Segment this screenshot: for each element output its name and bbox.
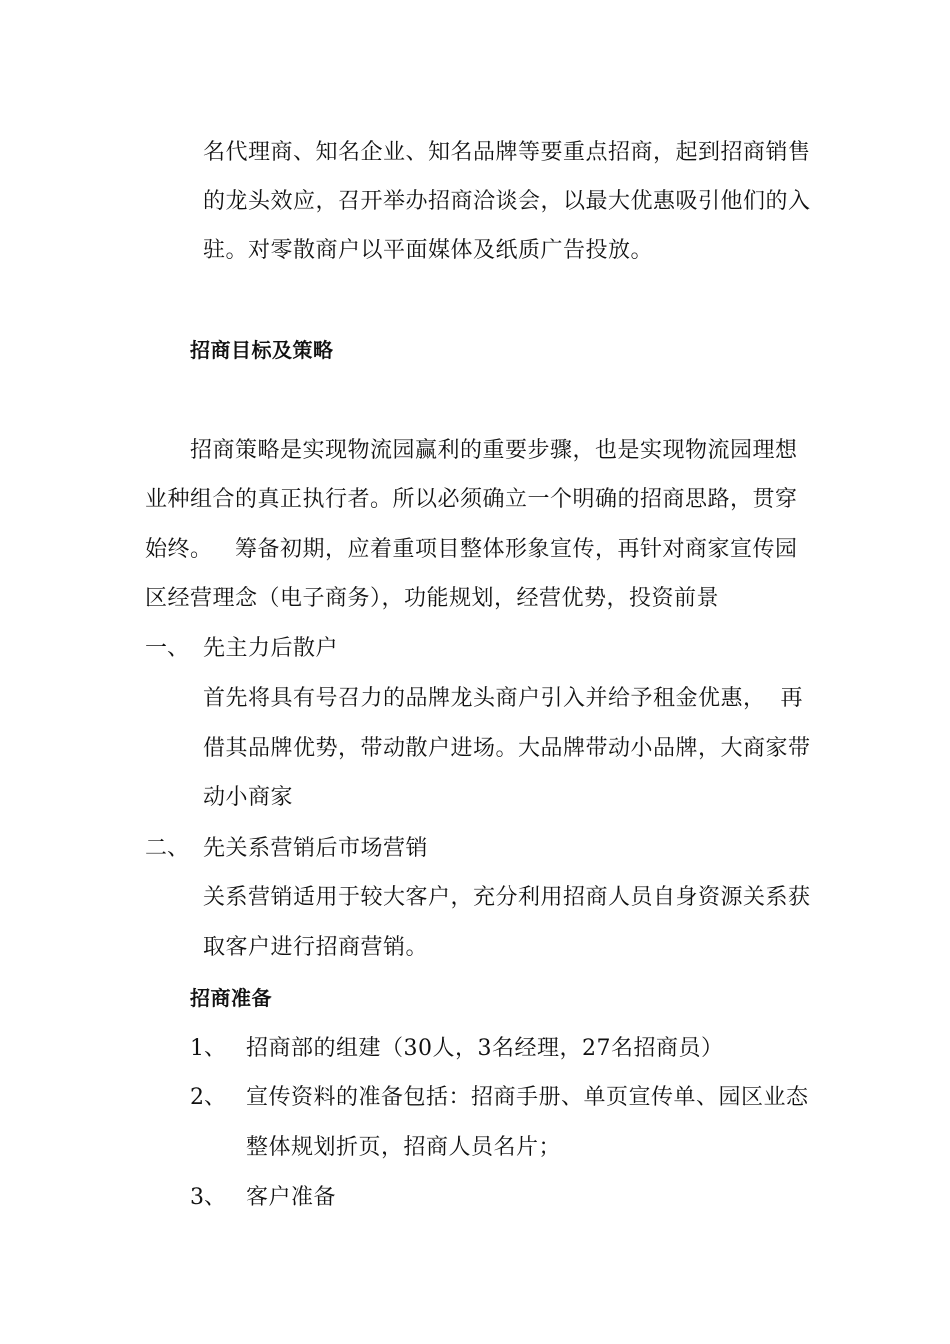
strategy-paragraph-line: 始终。 筹备初期，应着重项目整体形象宣传，再针对商家宣传园 xyxy=(145,537,798,562)
list-item-line: 招商部的组建（30人，3名经理，27名招商员） xyxy=(246,1036,724,1061)
list-item-line: 关系营销适用于较大客户，充分利用招商人员自身资源关系获 xyxy=(203,885,811,910)
strategy-paragraph-line: 招商策略是实现物流园赢利的重要步骤，也是实现物流园理想 xyxy=(190,438,798,463)
list-item-line: 取客户进行招商营销。 xyxy=(203,935,429,960)
list-marker: 3、 xyxy=(190,1185,226,1210)
list-marker: 1、 xyxy=(190,1036,226,1061)
list-item-line: 整体规划折页，招商人员名片； xyxy=(246,1135,562,1160)
list-item-title: 先主力后散户 xyxy=(203,636,339,661)
section-heading: 招商目标及策略 xyxy=(190,338,334,362)
strategy-paragraph-line: 区经营理念（电子商务），功能规划，经营优势，投资前景 xyxy=(145,586,720,611)
list-marker: 一、 xyxy=(145,636,190,661)
list-item-line: 首先将具有号召力的品牌龙头商户引入并给予租金优惠， 再 xyxy=(203,686,803,711)
list-marker: 2、 xyxy=(190,1085,226,1110)
top-paragraph-line: 的龙头效应，召开举办招商洽谈会，以最大优惠吸引他们的入 xyxy=(203,189,811,214)
list-item-title: 先关系营销后市场营销 xyxy=(203,836,429,861)
section-heading: 招商准备 xyxy=(190,986,272,1010)
list-item-line: 动小商家 xyxy=(203,785,294,810)
strategy-paragraph-line: 业种组合的真正执行者。所以必须确立一个明确的招商思路，贯穿 xyxy=(145,487,798,512)
list-marker: 二、 xyxy=(145,836,190,861)
list-item-line: 借其品牌优势，带动散户进场。大品牌带动小品牌，大商家带 xyxy=(203,736,811,761)
top-paragraph-line: 名代理商、知名企业、知名品牌等要重点招商，起到招商销售 xyxy=(203,140,811,165)
list-item-line: 客户准备 xyxy=(246,1185,337,1210)
top-paragraph-line: 驻。对零散商户以平面媒体及纸质广告投放。 xyxy=(203,238,654,263)
list-item-line: 宣传资料的准备包括：招商手册、单页宣传单、园区业态 xyxy=(246,1085,809,1110)
